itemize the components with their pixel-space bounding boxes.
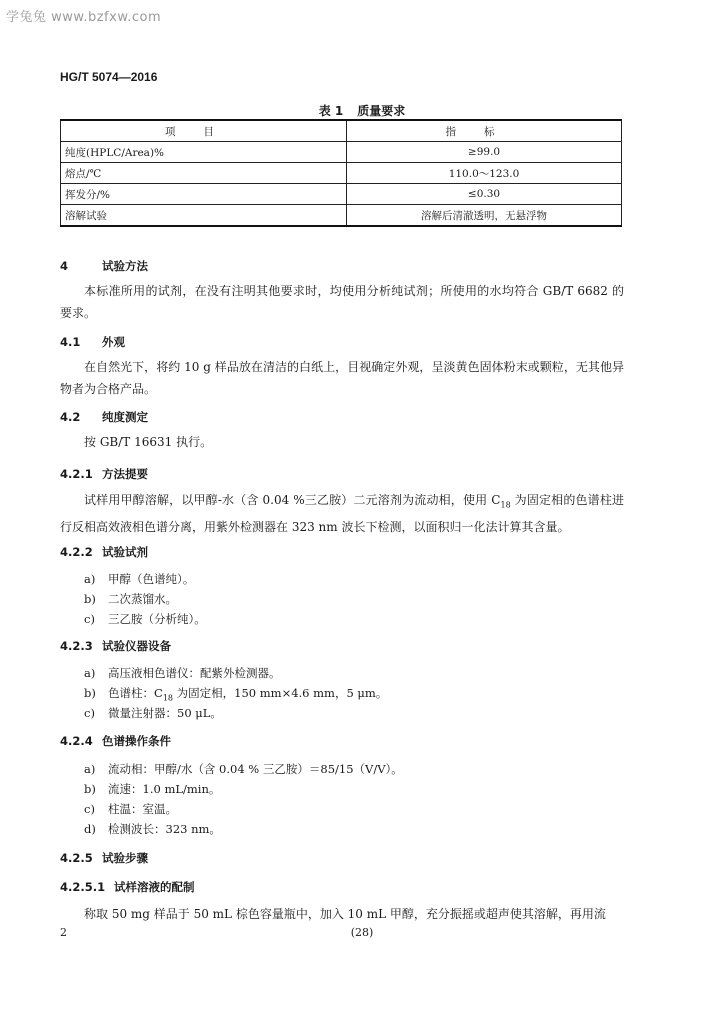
section-heading-4-2-4 — [60, 733, 171, 749]
section-number: 4.2.1 — [60, 467, 93, 481]
list-item — [84, 685, 387, 702]
section-title: 纯度测定 — [102, 410, 148, 424]
list-label: a) — [84, 762, 96, 776]
section-title: 试验试剂 — [102, 545, 148, 559]
table-row — [61, 205, 622, 227]
table-cell-value: 溶解后清澈透明，无悬浮物 — [347, 205, 622, 227]
section-number: 4.2 — [60, 410, 81, 424]
list-subscript: 18 — [162, 693, 173, 703]
table-cell-value: ≥99.0 — [347, 142, 622, 163]
section-number: 4.2.5.1 — [60, 880, 106, 894]
list-text: 柱温：室温。 — [108, 802, 177, 816]
list-label: c) — [84, 612, 95, 626]
section-heading-4-2-5-1 — [60, 879, 195, 895]
section-4-1-paragraph: 在自然光下，将约 10 g 样品放在清洁的白纸上，目视确定外观，呈淡黄色固体粉末或颗粒，无其他异物者为合格产品。 — [60, 360, 624, 396]
list-item — [84, 665, 281, 681]
method-text-part-2: 为固定相的色谱柱进行反相高效液相色谱分离，用紫外检测器在 323 nm 波长下检测，以面积归一化法计算其含量。 — [60, 493, 624, 535]
list-label: b) — [84, 686, 96, 700]
section-number: 4 — [60, 259, 69, 273]
watermark: 学兔兔 www.bzfxw.com — [6, 10, 162, 25]
section-heading-4-2-5 — [60, 850, 148, 866]
table-cell-item: 纯度(HPLC/Area)% — [61, 142, 347, 163]
list-text: 甲醇（色谱纯）。 — [108, 572, 195, 586]
section-4-2-5-1-paragraph: 称取 50 mg 样品于 50 mL 棕色容量瓶中，加入 10 mL 甲醇，充分振摇或超声使其溶解，再用流 — [84, 907, 606, 921]
list-item — [84, 705, 222, 721]
list-item — [84, 761, 403, 777]
list-label: a) — [84, 572, 96, 586]
list-label: d) — [84, 822, 96, 836]
list-item — [84, 571, 194, 587]
section-title: 试样溶液的配制 — [114, 880, 195, 894]
list-text: 二次蒸馏水。 — [108, 592, 177, 606]
table-cell-item: 溶解试验 — [61, 205, 347, 227]
list-label: a) — [84, 666, 96, 680]
table-row — [61, 163, 622, 184]
section-number: 4.2.5 — [60, 851, 93, 865]
section-title: 方法提要 — [102, 467, 148, 481]
page-number: 2 — [60, 926, 67, 939]
table-row — [61, 184, 622, 205]
table-cell-item: 挥发分/% — [61, 184, 347, 205]
section-title: 试验方法 — [102, 259, 148, 273]
standard-code: HG/T 5074—2016 — [60, 70, 158, 84]
list-item — [84, 801, 177, 817]
section-number: 4.2.2 — [60, 545, 93, 559]
list-text: 三乙胺（分析纯）。 — [108, 612, 206, 626]
section-heading-4 — [60, 258, 148, 274]
table-number: 表 1 — [318, 104, 344, 118]
table-header-row — [61, 120, 622, 142]
section-title: 试验仪器设备 — [102, 639, 171, 653]
section-heading-4-1 — [60, 334, 125, 350]
section-4-2-1-paragraph — [60, 489, 624, 538]
section-title: 色谱操作条件 — [102, 734, 171, 748]
section-heading-4-2-1 — [60, 466, 148, 482]
list-text: 微量注射器：50 μL。 — [108, 706, 222, 720]
section-4-2-paragraph: 按 GB/T 16631 执行。 — [84, 435, 213, 449]
section-title: 试验步骤 — [102, 851, 148, 865]
list-label: b) — [84, 782, 96, 796]
quality-requirements-table — [60, 119, 622, 227]
list-item — [84, 821, 221, 837]
section-heading-4-2-3 — [60, 638, 171, 654]
list-label: b) — [84, 592, 96, 606]
section-4-paragraph: 本标准所用的试剂，在没有注明其他要求时，均使用分析纯试剂；所使用的水均符合 GB/T 6682 的要求。 — [60, 284, 624, 320]
table-cell-value: ≤0.30 — [347, 184, 622, 205]
section-number: 4.1 — [60, 335, 81, 349]
column-header-item: 项目 — [61, 120, 347, 142]
table-row — [61, 142, 622, 163]
column-header-index: 指标 — [347, 120, 622, 142]
list-label: c) — [84, 802, 95, 816]
table-cell-item: 熔点/℃ — [61, 163, 347, 184]
section-title: 外观 — [102, 335, 125, 349]
list-text: 流动相：甲醇/水（含 0.04 % 三乙胺）＝85/15（V/V）。 — [108, 762, 403, 776]
table-title: 质量要求 — [357, 104, 406, 118]
list-item — [84, 781, 220, 797]
list-item — [84, 591, 177, 607]
list-item — [84, 611, 206, 627]
list-text: 高压液相色谱仪：配紫外检测器。 — [108, 666, 281, 680]
table-cell-value: 110.0～123.0 — [347, 163, 622, 184]
list-label: c) — [84, 706, 95, 720]
page-center-number: (28) — [350, 926, 374, 939]
list-text: 检测波长：323 nm。 — [108, 822, 221, 836]
list-text: 为固定相，150 mm×4.6 mm，5 μm。 — [173, 686, 388, 700]
section-number: 4.2.3 — [60, 639, 93, 653]
table-caption — [0, 102, 724, 119]
list-text: 色谱柱：C — [108, 686, 163, 700]
section-heading-4-2 — [60, 409, 148, 425]
method-subscript: 18 — [500, 500, 511, 510]
section-heading-4-2-2 — [60, 544, 148, 560]
list-text: 流速：1.0 mL/min。 — [108, 782, 221, 796]
section-number: 4.2.4 — [60, 734, 93, 748]
method-text-part-1: 试样用甲醇溶解，以甲醇-水（含 0.04 %三乙胺）二元溶剂为流动相，使用 C — [84, 493, 501, 507]
